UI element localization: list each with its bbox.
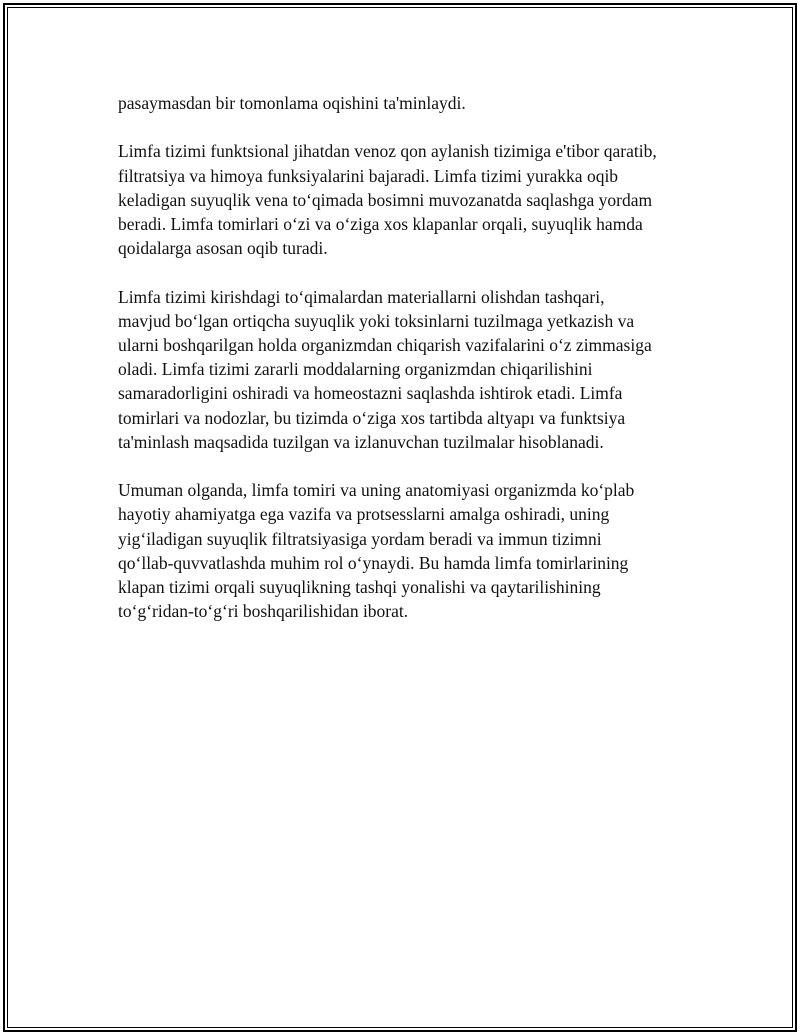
paragraph-2: Limfa tizimi funktsional jihatdan venoz qon aylanish tizimiga e'tibor qaratib, filtratsiya va himoya funksiyalarini bajaradi. Limfa tizimi yurakka oqib keladigan suyuqlik vena to‘qimada bosimni muvozanatda saqlashga yordam beradi. Limfa tomirlari o‘zi va o‘ziga xos klapanlar orqali, suyuqlik hamda qoidalarga asosan oqib turadi. [118, 141, 657, 259]
paragraph-1: pasaymasdan bir tomonlama oqishini ta'minlaydi. [118, 93, 466, 113]
paragraph-3: Limfa tizimi kirishdagi to‘qimalardan materiallarni olishdan tashqari, mavjud bo‘lgan ortiqcha suyuqlik yoki toksinlarni tuzilmaga yetkazish va ularni boshqarilgan holda organizmdan chiqarish vazifalarini o‘z zimmasiga oladi. Limfa tizimi zararli moddalarning organizmdan chiqarilishini samaradorligini oshiradi va homeostazni saqlashda ishtirok etadi. Limfa tomirlari va nodozlar, bu tizimda o‘ziga xos tartibda altyapı va funktsiya ta'minlash maqsadida tuzilgan va izlanuvchan tuzilmalar hisoblanadi. [118, 286, 652, 452]
document-body [118, 91, 698, 648]
paragraph-4: Umuman olganda, limfa tomiri va uning anatomiyasi organizmda ko‘plab hayotiy ahamiyatga ega vazifa va protsesslarni amalga oshiradi, uning yig‘iladigan suyuqlik filtratsiyasiga yordam beradi va immun tizimni qo‘llab-quvvatlashda muhim rol o‘ynaydi. Bu hamda limfa tomirlarining klapan tizimi orqali suyuqlikning tashqi yonalishi va qaytarilishining to‘g‘ridan-to‘g‘ri boshqarilishidan iborat. [118, 480, 635, 622]
